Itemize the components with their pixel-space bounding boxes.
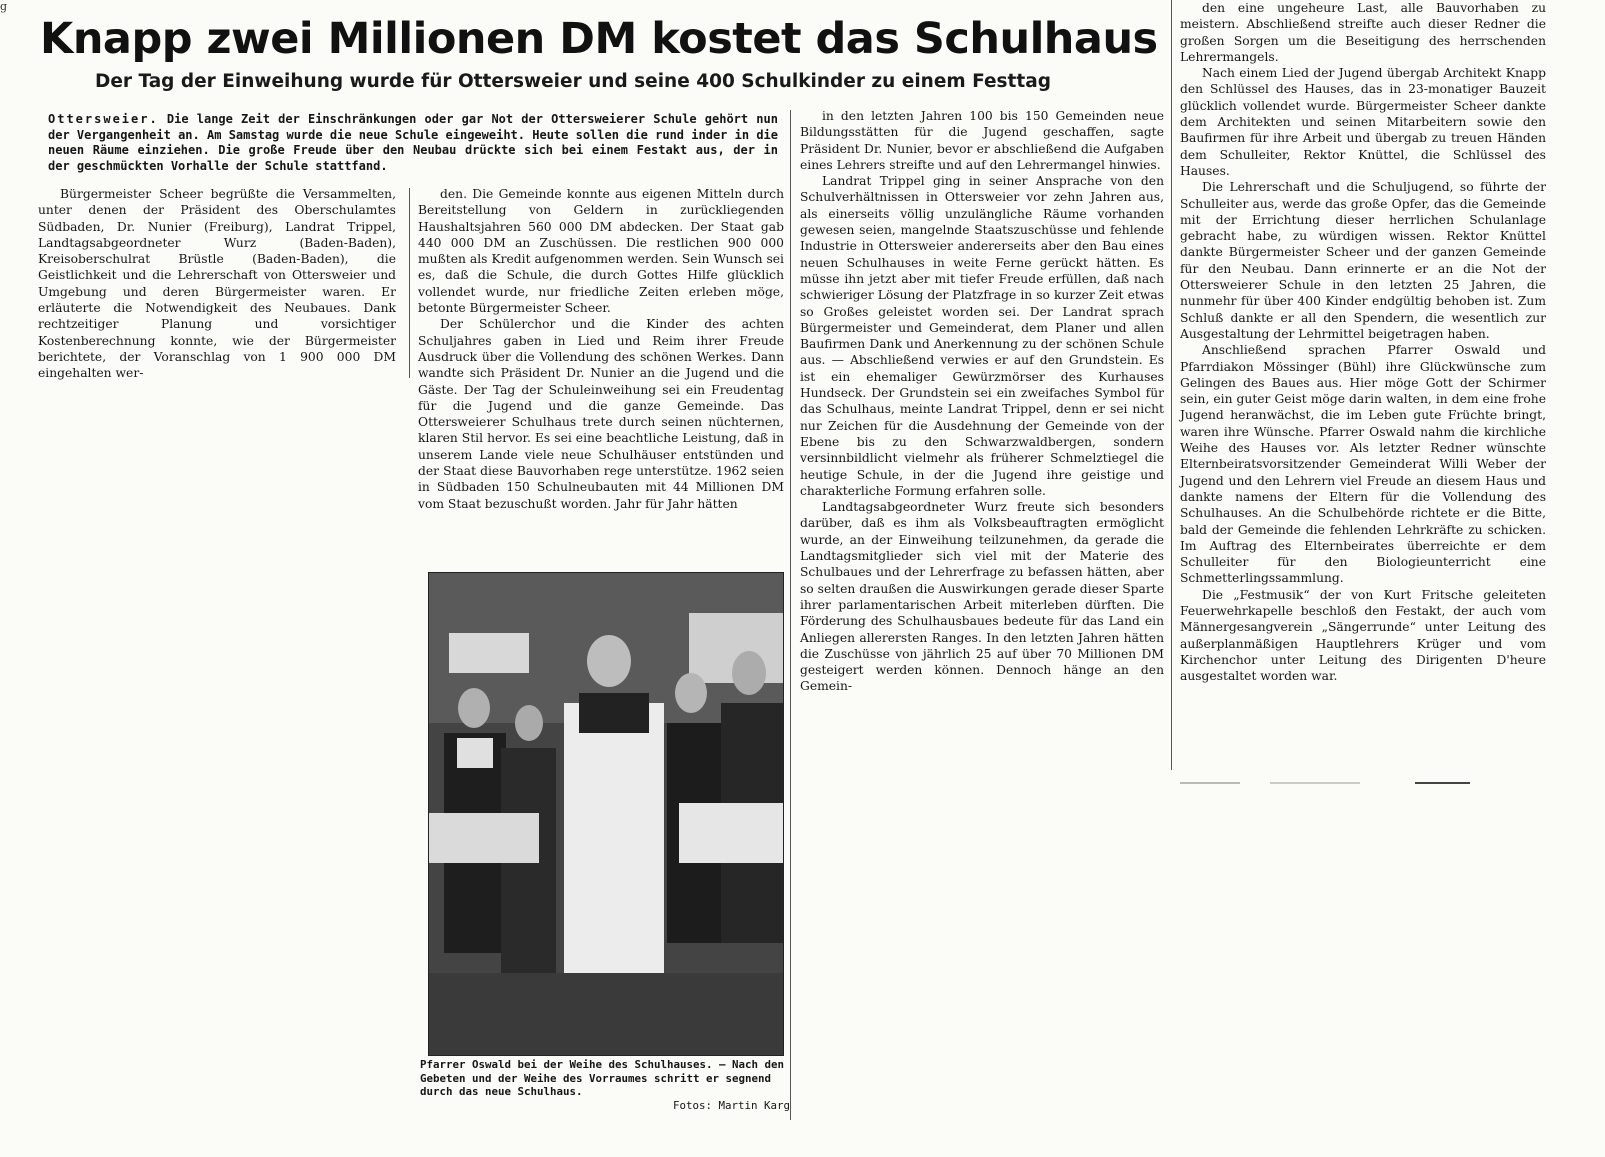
- paragraph: Anschließend sprachen Pfarrer Oswald und Pfarrdiakon Mössinger (Bühl) ihre Glückwünsche zum Gelingen des Baues aus. Hier möge Gott der Schirmer sein, ein guter Geist möge darin walten, in dem eine frohe Jugend heranwächst, die im Leben gute Früchte bringt, waren ihre Wünsche. Pfarrer Oswald nahm die kirchliche Weihe des Hauses vor. Als letzter Redner wünschte Elternbeiratsvorsitzender Gemeinderat Willi Weber der Jugend und den Lehrern viel Freude an diesem Haus und dankte namens der Eltern für die Vollendung des Schulhauses. An die Schulbehörde richtete er die Bitte, bald der Gemeinde die fehlenden Lehrkräfte zu schicken. Im Auftrag des Elternbeirates überreichte er dem Schulleiter für den Biologieunterricht eine Schmetterlingssammlung.: [1180, 343, 1546, 586]
- column-rule: [1171, 0, 1172, 770]
- article-column-1: [38, 186, 396, 382]
- paragraph: Landtagsabgeordneter Wurz freute sich besonders darüber, daß es ihm als Volksbeauftragten ermöglicht wurde, an der Einweihung teilzunehmen, da gerade die Landtagsmitglieder sich viel mit der Materie des Schulbaues und der Lehrerfrage zu befassen hätten, aber so selten draußen die Auswirkungen gerade dieser Sparte ihrer parlamentarischen Arbeit miterleben dürften. Die Förderung des Schulhausbaues bedeute für das Land ein Anliegen allerersten Ranges. In den letzten Jahren hätten die Zuschüsse von jährlich 25 auf über 70 Millionen DM gesteigert werden können. Dennoch hänge an den Gemein-: [800, 500, 1164, 694]
- news-photo: [428, 572, 784, 1056]
- lead-paragraph: [48, 112, 778, 174]
- paragraph: Nach einem Lied der Jugend übergab Architekt Knapp den Schlüssel des Hauses, das in 23-monatiger Bauzeit glücklich vollendet wurde. Bürgermeister Scheer dankte dem Architekten und seinen Mitarbeitern sowie den Baufirmen für ihre Arbeit und übergab zu treuen Händen dem Schulleiter, Rektor Knüttel, die Schlüssel des Hauses.: [1180, 66, 1546, 178]
- paragraph: den. Die Gemeinde konnte aus eigenen Mitteln durch Bereitstellung von Geldern in zurückliegenden Haushaltsjahren 560 000 DM abdecken. Der Staat gab 440 000 DM an Zuschüssen. Die restlichen 900 000 mußten als Kredit aufgenommen werden. Sein Wunsch sei es, daß die Schule, die durch Gottes Hilfe glücklich vollendet wurde, nur friedliche Zeiten erleben möge, betonte Bürgermeister Scheer.: [418, 187, 784, 316]
- lead-text: Die lange Zeit der Einschränkungen oder gar Not der Ottersweierer Schule gehört nun der Vergangenheit an. Am Samstag wurde die neue Schule eingeweiht. Heute sollen die rund inder in die neuen Räume einziehen. Die große Freude über den Neubau drückte sich bei einem Festakt aus, der in der geschmückten Vorhalle der Schule stattfand.: [48, 112, 778, 173]
- photo-credit: Fotos: Martin Karg: [672, 1098, 790, 1112]
- caption-text: Pfarrer Oswald bei der Weihe des Schulhauses. — Nach den Gebeten und der Weihe des Vorraumes schritt er segnend durch das neue Schulhaus.: [420, 1058, 785, 1098]
- paragraph: in den letzten Jahren 100 bis 150 Gemeinden neue Bildungsstätten für die Jugend geschaffen, sagte Präsident Dr. Nunier, bevor er abschließend die Aufgaben eines Lehrers streifte und auf den Lehrermangel hinwies.: [800, 109, 1164, 172]
- lead-place: Ottersweier.: [48, 112, 159, 126]
- paragraph: Der Schülerchor und die Kinder des achten Schuljahres gaben in Lied und Reim ihrer Freude Ausdruck über die Vollendung des schönen Werkes. Dann wandte sich Präsident Dr. Nunier an die Jugend und die Gäste. Der Tag der Schuleinweihung sei ein Freudentag für die Jugend und die ganze Gemeinde. Das Ottersweierer Schulhaus trete durch seinen nüchternen, klaren Stil hervor. Es sei eine beachtliche Leistung, daß in unserem Lande viele neue Schulhäuser entstünden und der Staat diese Bauvorhaben rege unterstütze. 1962 seien in Südbaden 150 Schulneubauten mit 44 Millionen DM vom Staat bezuschußt worden. Jahr für Jahr hätten: [418, 317, 784, 511]
- article-column-3: [800, 108, 1164, 695]
- headline: Knapp zwei Millionen DM kostet das Schulhaus: [40, 14, 1158, 64]
- subheadline: Der Tag der Einweihung wurde für Ottersweier und seine 400 Schulkinder zu einem Festtag: [95, 71, 1051, 92]
- paragraph: Die „Festmusik“ der von Kurt Fritsche geleiteten Feuerwehrkapelle beschloß den Festakt, der auch vom Männergesangverein „Sängerrunde“ unter Leitung des außerplanmäßigen Hauptlehrers Krüger und vom Kirchenchor unter Leitung des Dirigenten D'heure ausgestaltet worden war.: [1180, 587, 1546, 684]
- paragraph: Bürgermeister Scheer begrüßte die Versammelten, unter denen der Präsident des Oberschulamtes Südbaden, Dr. Nunier (Freiburg), Landrat Trippel, Landtagsabgeordneter Wurz (Baden-Baden), Kreisoberschulrat Brüstle (Baden-Baden), die Geistlichkeit und die Lehrerschaft von Ottersweier und Umgebung und deren Bürgermeister waren. Er erläuterte die Notwendigkeit des Neubaues. Dank rechtzeitiger Planung und vorsichtiger Kostenberechnung konnte, wie der Bürgermeister berichtete, der Voranschlag von 1 900 000 DM eingehalten wer-: [38, 187, 396, 381]
- article-column-4: [1180, 0, 1546, 684]
- photo-caption: [420, 1058, 790, 1112]
- column-rule: [409, 188, 410, 378]
- end-rule: [1180, 780, 1480, 786]
- paragraph: den eine ungeheure Last, alle Bauvorhaben zu meistern. Abschließend streifte auch dieser Redner die großen Sorgen um die Beseitigung des herrschenden Lehrermangels.: [1180, 1, 1546, 64]
- corner-mark: g: [0, 0, 8, 13]
- paragraph: Die Lehrerschaft und die Schuljugend, so führte der Schulleiter aus, werde das große Opfer, das die Gemeinde mit der Errichtung dieser herrlichen Schulanlage gebracht habe, zu würdigen wissen. Rektor Knüttel dankte Bürgermeister Scheer und der ganzen Gemeinde für den Neubau. Dann erinnerte er an die Not der Ottersweierer Schule in den letzten 25 Jahren, die nunmehr für über 400 Kinder endgültig behoben ist. Zum Schluß dankte er all den Spendern, die wesentlich zur Ausgestaltung der Lehrmittel beigetragen haben.: [1180, 180, 1546, 341]
- paragraph: Landrat Trippel ging in seiner Ansprache von den Schulverhältnissen in Ottersweier vor zehn Jahren aus, als einerseits völlig unzulängliche Räume vorhanden gewesen seien, mangelnde Staatszuschüsse und fehlende Industrie in Ottersweier andererseits aber den Bau eines neuen Schulhauses in weite Ferne gerückt hätten. Es müsse ihn jetzt aber mit tiefer Freude erfüllen, daß nach schwieriger Lösung der Platzfrage in so kurzer Zeit etwas so Großes geleistet worden sei. Der Landrat sprach Bürgermeister und Gemeinderat, dem Planer und allen Baufirmen Dank und Anerkennung zu der schönen Schule aus. — Abschließend verwies er auf den Grundstein. Es ist ein ehemaliger Gewürzmörser des Kurhauses Hundseck. Der Grundstein sei ein zweifaches Symbol für das Schulhaus, meinte Landrat Trippel, denn er sei nicht nur Zeichen für die Ausdehnung der Gemeinde von der Ebene bis zu den Schwarzwaldbergen, sondern versinnbildlicht vielmehr als früherer Schmelztiegel die heutige Schule, in der die Jugend ihre geistige und charakterliche Formung erfahren solle.: [800, 174, 1164, 498]
- column-rule: [790, 110, 791, 1120]
- article-column-2: [418, 186, 784, 512]
